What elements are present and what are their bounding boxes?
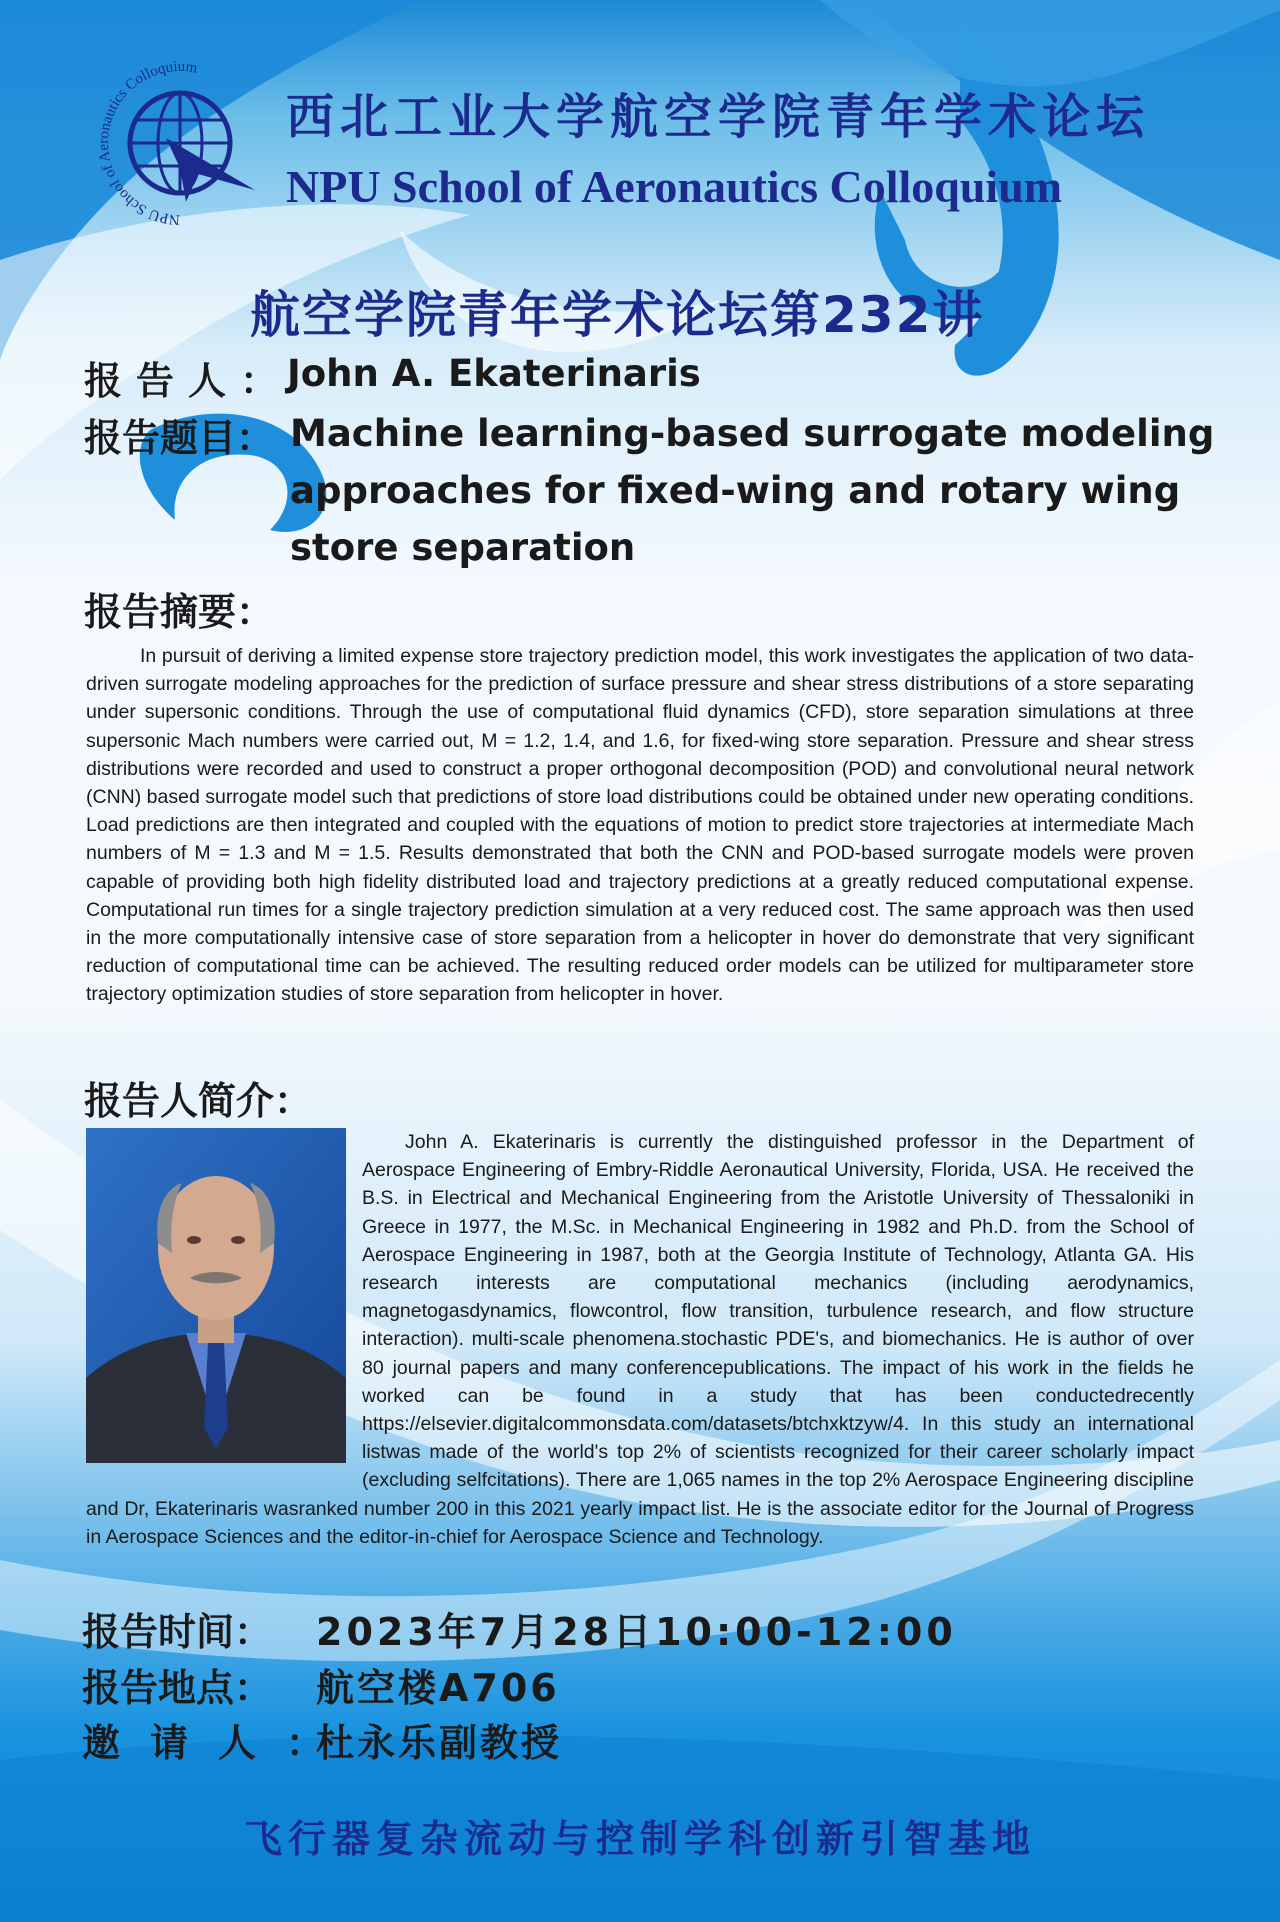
- topic-label: 报告题目：: [84, 416, 275, 460]
- host-value: 杜永乐副教授: [316, 1721, 563, 1765]
- colloquium-logo: [80, 50, 280, 240]
- title-chinese: 西北工业大学航空学院青年学术论坛: [286, 89, 1151, 145]
- footer-organization: 飞行器复杂流动与控制学科创新引智基地: [243, 1817, 1036, 1861]
- speaker-label: 报告人：: [84, 359, 293, 403]
- bio-label: 报告人简介：: [84, 1079, 313, 1123]
- bio-section: [86, 1128, 1194, 1551]
- abstract-label: 报告摘要：: [84, 590, 275, 634]
- bio-text: John A. Ekaterinaris is currently the distinguished professor in the Department of Aerospace Engineering of Embry-Riddle Aeronautical University, Florida, USA. He received the B.S. in Electrical and Mechanical Engineering from the Aristotle University of Thessaloniki in Greece in 1977, the M.Sc. in Mechanical Engineering in 1982 and Ph.D. from the School of Aerospace Engineering in 1987, both at the Georgia Institute of Technology, Atlanta GA. His research interests are computational mechanics (including aerodynamics, magnetogasdynamics, flowcontrol, flow transition, turbulence research, and flow structure interaction). multi-scale phenomena.stochastic PDE's, and biomechanics. He is author of over 80 journal papers and many conferencepublications. The impact of his work in the fields he worked can be found in a study that has been conductedrecently https://elsevier.digitalcommonsdata.com/datasets/btchxktzyw/4. In this study an international listwas made of the world's top 2% of scientists recognized for their career scholarly impact (excluding selfcitations). There are 1,065 names in the top 2% Aerospace Engineering discipline and Dr, Ekaterinaris wasranked number 200 in this 2021 yearly impact list. He is the associate editor for the Journal of Progress in Aerospace Sciences and the editor-in-chief for Aerospace Science and Technology.: [86, 1131, 1194, 1548]
- location-value: 航空楼A706: [316, 1666, 560, 1710]
- title-english: NPU School of Aeronautics Colloquium: [286, 161, 1063, 212]
- time-label: 报告时间：: [82, 1610, 273, 1654]
- speaker-name: John A. Ekaterinaris: [287, 352, 701, 395]
- speaker-photo: [86, 1128, 346, 1463]
- abstract-text: In pursuit of deriving a limited expense store trajectory prediction model, this work investigates the application of two data-driven surrogate modeling approaches for the prediction of surface pressure and shear stress distributions of a store separating under supersonic conditions. Through the use of computational fluid dynamics (CFD), store separation simulations at three supersonic Mach numbers were carried out, M = 1.2, 1.4, and 1.6, for fixed-wing store separation. Pressure and shear stress distributions were recorded and used to construct a proper orthogonal decomposition (POD) and convolutional neural network (CNN) based surrogate model such that predictions of store load distributions could be obtained under new operating conditions. Load predictions are then integrated and coupled with the equations of motion to predict store trajectories at intermediate Mach numbers of M = 1.3 and M = 1.5. Results demonstrated that both the CNN and POD-based surrogate models were proven capable of providing both high fidelity distributed load and trajectory predictions at a greatly reduced computational expense. Computational run times for a single trajectory prediction simulation at a very reduced cost. The same approach was then used in the more computationally intensive case of store separation from a helicopter in hover do demonstrate that very significant reduction of computational time can be achieved. The resulting reduced order models can be utilized for multiparameter store trajectory optimization studies of store separation from helicopter in hover.: [86, 645, 1194, 1006]
- logo-ring-text: NPU School of Aeronautics Colloquium: [95, 58, 199, 228]
- location-label: 报告地点：: [82, 1666, 273, 1710]
- host-label: 邀请人：: [82, 1721, 355, 1765]
- lecture-number-heading: 航空学院青年学术论坛第232讲: [250, 286, 985, 344]
- topic-title: Machine learning-based surrogate modeling approaches for fixed-wing and rotary wing store separation: [290, 412, 1215, 569]
- time-value: 2023年7月28日10:00-12:00: [316, 1610, 957, 1654]
